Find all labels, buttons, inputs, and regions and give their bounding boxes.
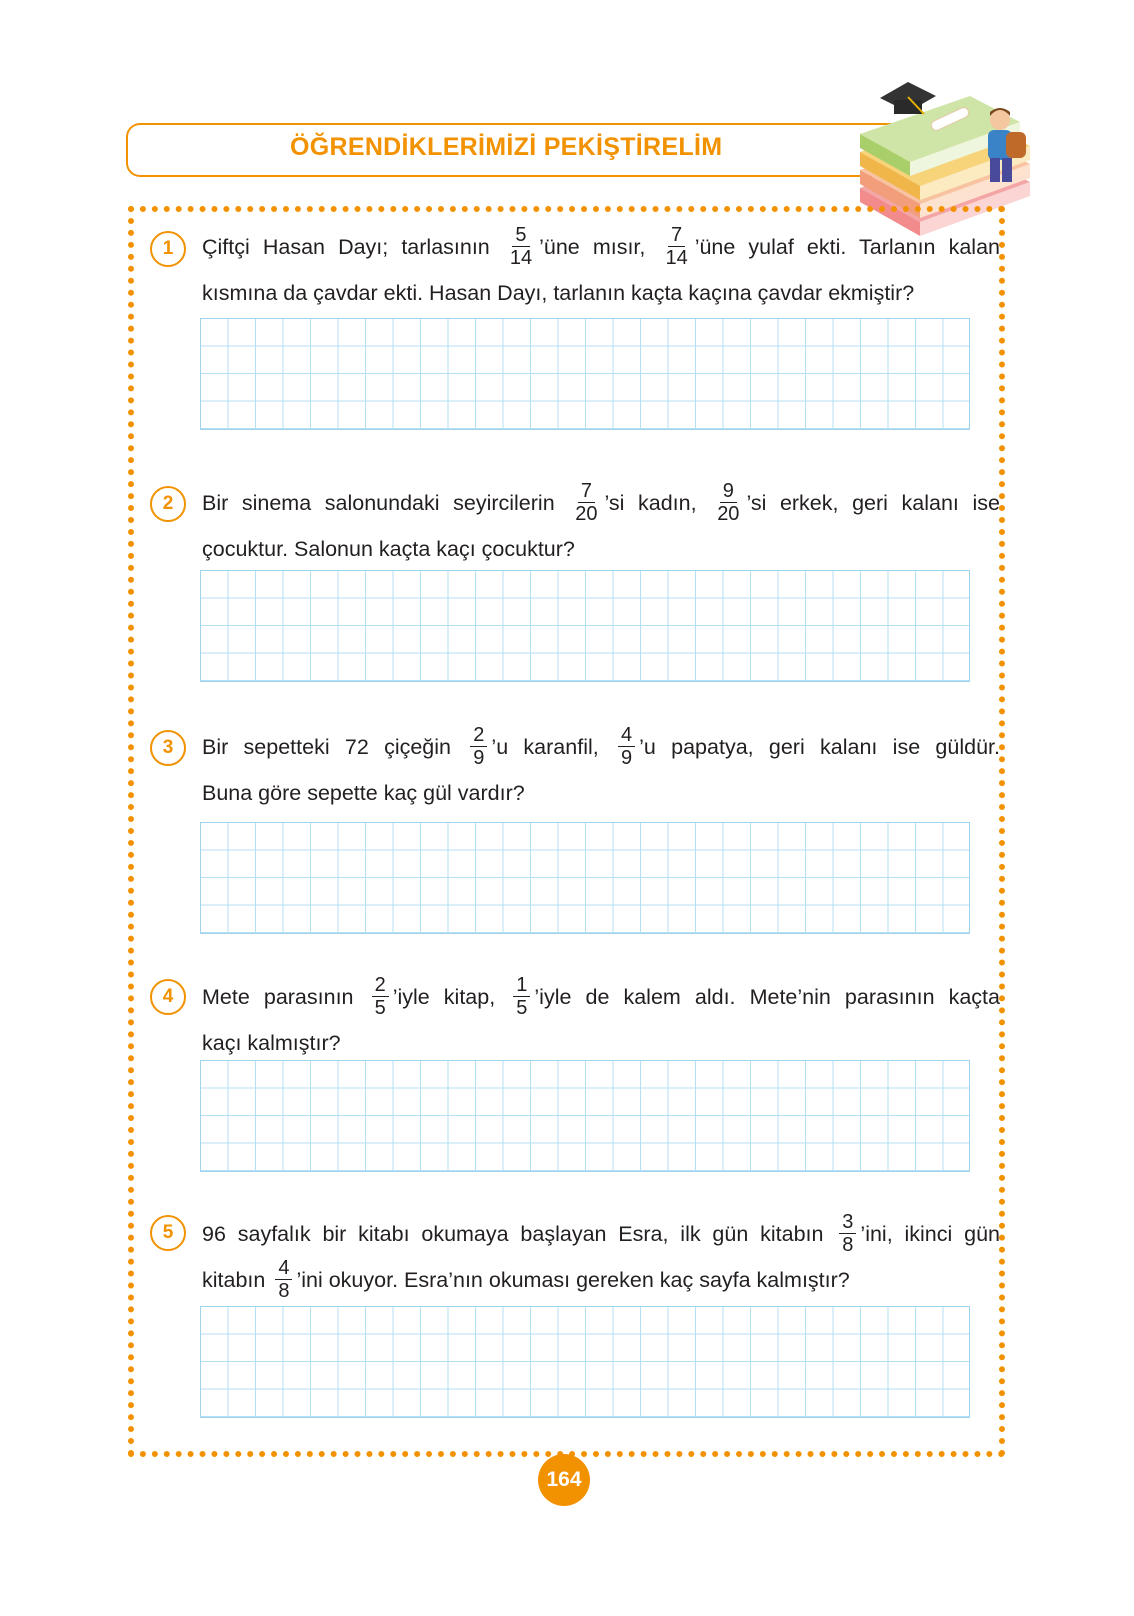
answer-grid[interactable] (200, 318, 970, 430)
question-text (202, 974, 1000, 1066)
fraction: $\frac{1}{5}$ (513, 974, 530, 1019)
fraction: $\frac{3}{8}$ (839, 1211, 856, 1256)
question-number: 2 (150, 486, 186, 522)
question-number: 1 (150, 231, 186, 267)
question-line: Buna göre sepette kaç gül vardır? (202, 781, 525, 805)
fraction: $\frac{4}{9}$ (618, 724, 635, 769)
question-text (202, 724, 1000, 816)
question-line: Mete parasının $\frac{2}{5}$ ’iyle kitap, $\frac{1}{5}$ ’iyle de kalem aldı. Mete’nin parasının kaçta (202, 973, 1000, 1019)
fraction: $\frac{9}{20}$ (717, 479, 740, 525)
question-number: 3 (150, 730, 186, 766)
question-number: 4 (150, 979, 186, 1015)
question-text (202, 480, 1000, 572)
question-line: Bir sepetteki 72 çiçeğin $\frac{2}{9}$ ’u karanfil, $\frac{4}{9}$ ’u papatya, geri kalanı ise güldür. (202, 723, 1000, 769)
fraction: $\frac{7}{20}$ (575, 479, 598, 525)
question-line: kitabın $\frac{4}{8}$ ’ini okuyor. Esra’nın okuması gereken kaç sayfa kalmıştır? (202, 1256, 850, 1302)
page-number: 164 (538, 1454, 590, 1506)
question-number: 5 (150, 1215, 186, 1251)
fraction: $\frac{7}{14}$ (665, 223, 688, 269)
page-title: ÖĞRENDİKLERİMİZİ PEKİŞTİRELİM (290, 133, 723, 161)
question-text (202, 1211, 1000, 1303)
answer-grid[interactable] (200, 1060, 970, 1172)
fraction: $\frac{4}{8}$ (275, 1257, 292, 1302)
question-line: çocuktur. Salonun kaçta kaçı çocuktur? (202, 537, 575, 561)
question-line: Bir sinema salonundaki seyircilerin $\frac{7}{20}$ ’si kadın, $\frac{9}{20}$ ’si erkek, geri kalanı ise (202, 479, 1000, 525)
question-line: kısmına da çavdar ekti. Hasan Dayı, tarlanın kaçta kaçına çavdar ekmiştir? (202, 281, 915, 305)
answer-grid[interactable] (200, 570, 970, 682)
answer-grid[interactable] (200, 1306, 970, 1418)
fraction: $\frac{5}{14}$ (509, 223, 533, 269)
fraction: $\frac{2}{5}$ (372, 974, 389, 1019)
answer-grid[interactable] (200, 822, 970, 934)
question-line: kaçı kalmıştır? (202, 1031, 341, 1055)
question-line: 96 sayfalık bir kitabı okumaya başlayan Esra, ilk gün kitabın $\frac{3}{8}$ ’ini, ikinci gün (202, 1210, 1000, 1256)
question-text (202, 224, 1000, 316)
question-line: Çiftçi Hasan Dayı; tarlasının $\frac{5}{14}$ ’üne mısır, $\frac{7}{14}$ ’üne yulaf ekti. Tarlanın kalan (202, 223, 1000, 269)
fraction: $\frac{2}{9}$ (470, 724, 487, 769)
